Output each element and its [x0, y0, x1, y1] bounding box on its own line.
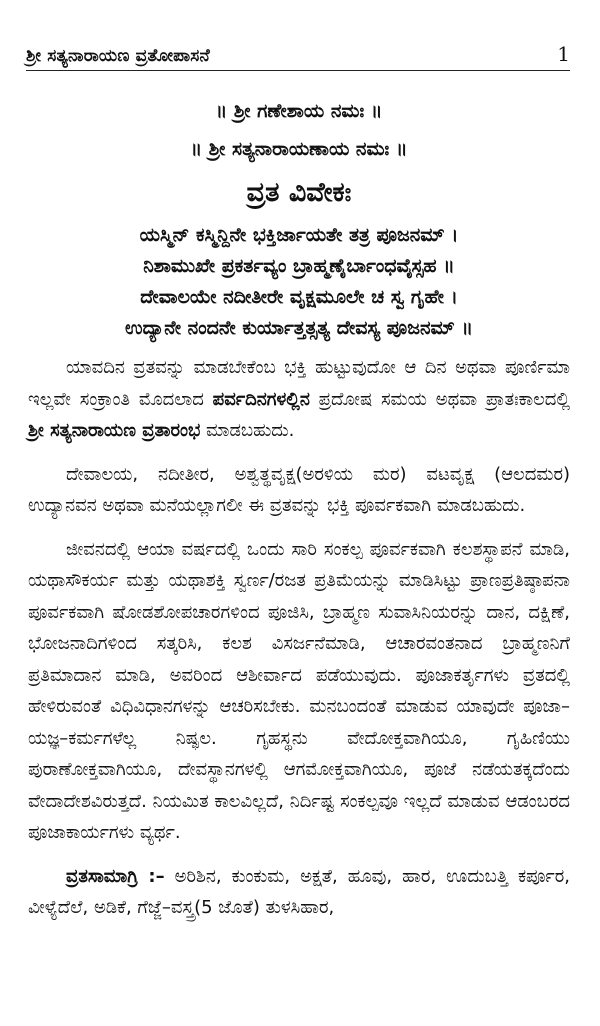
emphasis-vrata-start: ಶ್ರೀ ಸತ್ಯನಾರಾಯಣ ವ್ರತಾರಂಭ [28, 420, 201, 441]
paragraph-text: ಪ್ರದೋಷ ಸಮಯ ಅಥವಾ ಪ್ರಾತಃಕಾಲದಲ್ಲಿ [309, 388, 570, 410]
invocation-satyanarayana: ॥ ಶ್ರೀ ಸತ್ಯನಾರಾಯಣಾಯ ನಮಃ ॥ [190, 138, 408, 160]
sloka-line: ಉದ್ಯಾನೇ ನಂದನೇ ಕುರ್ಯಾತ್ತತ್ಸತ್ಯ ದೇವಸ್ಯ ಪೂಜನಮ್ ॥ [125, 317, 473, 339]
paragraph-vrata-place: ದೇವಾಲಯ, ನದೀತೀರ, ಅಶ್ವತ್ಥವೃಕ್ಷ(ಅರಳಿಯ ಮರ) ವಟವೃಕ್ಷ (ಆಲದಮರ) ಉದ್ಯಾನವನ ಅಥವಾ ಮನೆಯಲ್ಲಾಗಲೀ ಈ ವ್ರತವನ್ನು ಭಕ್ತಿ ಪೂರ್ವಕವಾಗಿ ಮಾಡಬಹುದು. [28, 463, 570, 516]
sloka-block [28, 220, 570, 344]
paragraph-text: ಯಾವದಿನ ವ್ರತವನ್ನು ಮಾಡಬೇಕೆಂಬ ಭಕ್ತಿ ಹುಟ್ಟುವುದೋ ಆ ದಿನ ಅಥವಾ ಪೂರ್ಣಿಮಾ ಇಲ್ಲವೇ ಸಂಕ್ರಾಂತಿ ಮೊದಲಾದ [28, 357, 570, 410]
paragraph-vrata-time [28, 352, 570, 447]
paragraph-text: ಮಾಡಬಹುದು. [200, 420, 295, 441]
sloka-line: ದೇವಾಲಯೇ ನದೀತೀರೇ ವೃಕ್ಷಮೂಲೇ ಚ ಸ್ವ ಗೃಹೇ । [140, 286, 458, 308]
page-number: 1 [557, 42, 570, 66]
page-content [28, 92, 570, 936]
invocation-ganesha: ॥ ಶ್ರೀ ಗಣೇಶಾಯ ನಮಃ ॥ [215, 100, 383, 122]
running-title: ಶ್ರೀ ಸತ್ಯನಾರಾಯಣ ವ್ರತೋಪಾಸನೆ [26, 46, 210, 66]
materials-list: ಅರಿಶಿನ, ಕುಂಕುಮ, ಅಕ್ಷತೆ, ಹೂವು, ಹಾರ, ಊದುಬತ್ತಿ ಕರ್ಪೂರ, ವೀಳ್ಯೆದೆಲೆ, ಅಡಿಕೆ, ಗೆಜ್ಜೆ–ವಸ್ತ್ರ(5 ಜೊತೆ) ತುಳಸಿಹಾರ, [28, 865, 570, 918]
header-rule [26, 70, 570, 71]
paragraph-vrata-materials [28, 861, 570, 924]
sloka-line: ಯಸ್ಮಿನ್ ಕಸ್ಮಿನ್ದಿನೇ ಭಕ್ತಿರ್ಜಾಯತೇ ತತ್ರ ಪೂಜನಮ್ । [139, 224, 459, 246]
sloka-line: ನಿಶಾಮುಖೇ ಪ್ರಕರ್ತವ್ಯಂ ಬ್ರಾಹ್ಮಣೈರ್ಬಾಂಧವೈಸ್ಸಹ ॥ [143, 255, 455, 277]
section-title: ವ್ರತ ವಿವೇಕಃ [246, 177, 352, 208]
materials-heading: ವ್ರತಸಾಮಾಗ್ರಿ :– [66, 865, 165, 887]
emphasis-parva-days: ಪರ್ವದಿನಗಳಲ್ಲಿನ [212, 388, 310, 410]
running-header [26, 36, 570, 66]
paragraph-vrata-procedure: ಜೀವನದಲ್ಲಿ ಆಯಾ ವರ್ಷದಲ್ಲಿ ಒಂದು ಸಾರಿ ಸಂಕಲ್ಪ ಪೂರ್ವಕವಾಗಿ ಕಲಶಸ್ಥಾಪನೆ ಮಾಡಿ, ಯಥಾಸೌಕರ್ಯ ಮತ್ತು ಯಥಾಶಕ್ತಿ ಸ್ವರ್ಣ/ರಜತ ಪ್ರತಿಮೆಯನ್ನು ಮಾಡಿಸಿಟ್ಟು ಪ್ರಾಣಪ್ರತಿಷ್ಠಾಪನಾ ಪೂರ್ವಕವಾಗಿ ಷೋಡಶೋಪಚಾರಗಳಿಂದ ಪೂಜಿಸಿ, ಬ್ರಾಹ್ಮಣ ಸುವಾಸಿನಿಯರನ್ನು ದಾನ, ದಕ್ಷಿಣೆ, ಭೋಜನಾದಿಗಳಿಂದ ಸತ್ಕರಿಸಿ, ಕಲಶ ವಿಸರ್ಜನೆಮಾಡಿ, ಆಚಾರವಂತನಾದ ಬ್ರಾಹ್ಮಣನಿಗೆ ಪ್ರತಿಮಾದಾನ ಮಾಡಿ, ಅವರಿಂದ ಆಶೀರ್ವಾದ ಪಡೆಯುವುದು. ಪೂಜಾಕರ್ತೃಗಳು ವ್ರತದಲ್ಲಿ ಹೇಳಿರುವಂತೆ ವಿಧಿವಿಧಾನಗಳನ್ನು ಆಚರಿಸಬೇಕು. ಮನಬಂದಂತೆ ಮಾಡುವ ಯಾವುದೇ ಪೂಜಾ–ಯಜ್ಞ–ಕರ್ಮಗಳೆಲ್ಲ ನಿಷ್ಫಲ. ಗೃಹಸ್ಥನು ವೇದೋಕ್ತವಾಗಿಯೂ, ಗೃಹಿಣಿಯು ಪುರಾಣೋಕ್ತವಾಗಿಯೂ, ದೇವಸ್ಥಾನಗಳಲ್ಲಿ ಆಗಮೋಕ್ತವಾಗಿಯೂ, ಪೂಜೆ ನಡೆಯತಕ್ಕದೆಂದು ವೇದಾದೇಶವಿರುತ್ತದೆ. ನಿಯಮಿತ ಕಾಲವಿಲ್ಲದೆ, ನಿರ್ದಿಷ್ಟ ಸಂಕಲ್ಪವೂ ಇಲ್ಲದೆ ಮಾಡುವ ಆಡಂಬರದ ಪೂಜಾಕಾರ್ಯಗಳು ವ್ಯರ್ಥ. [28, 538, 570, 843]
